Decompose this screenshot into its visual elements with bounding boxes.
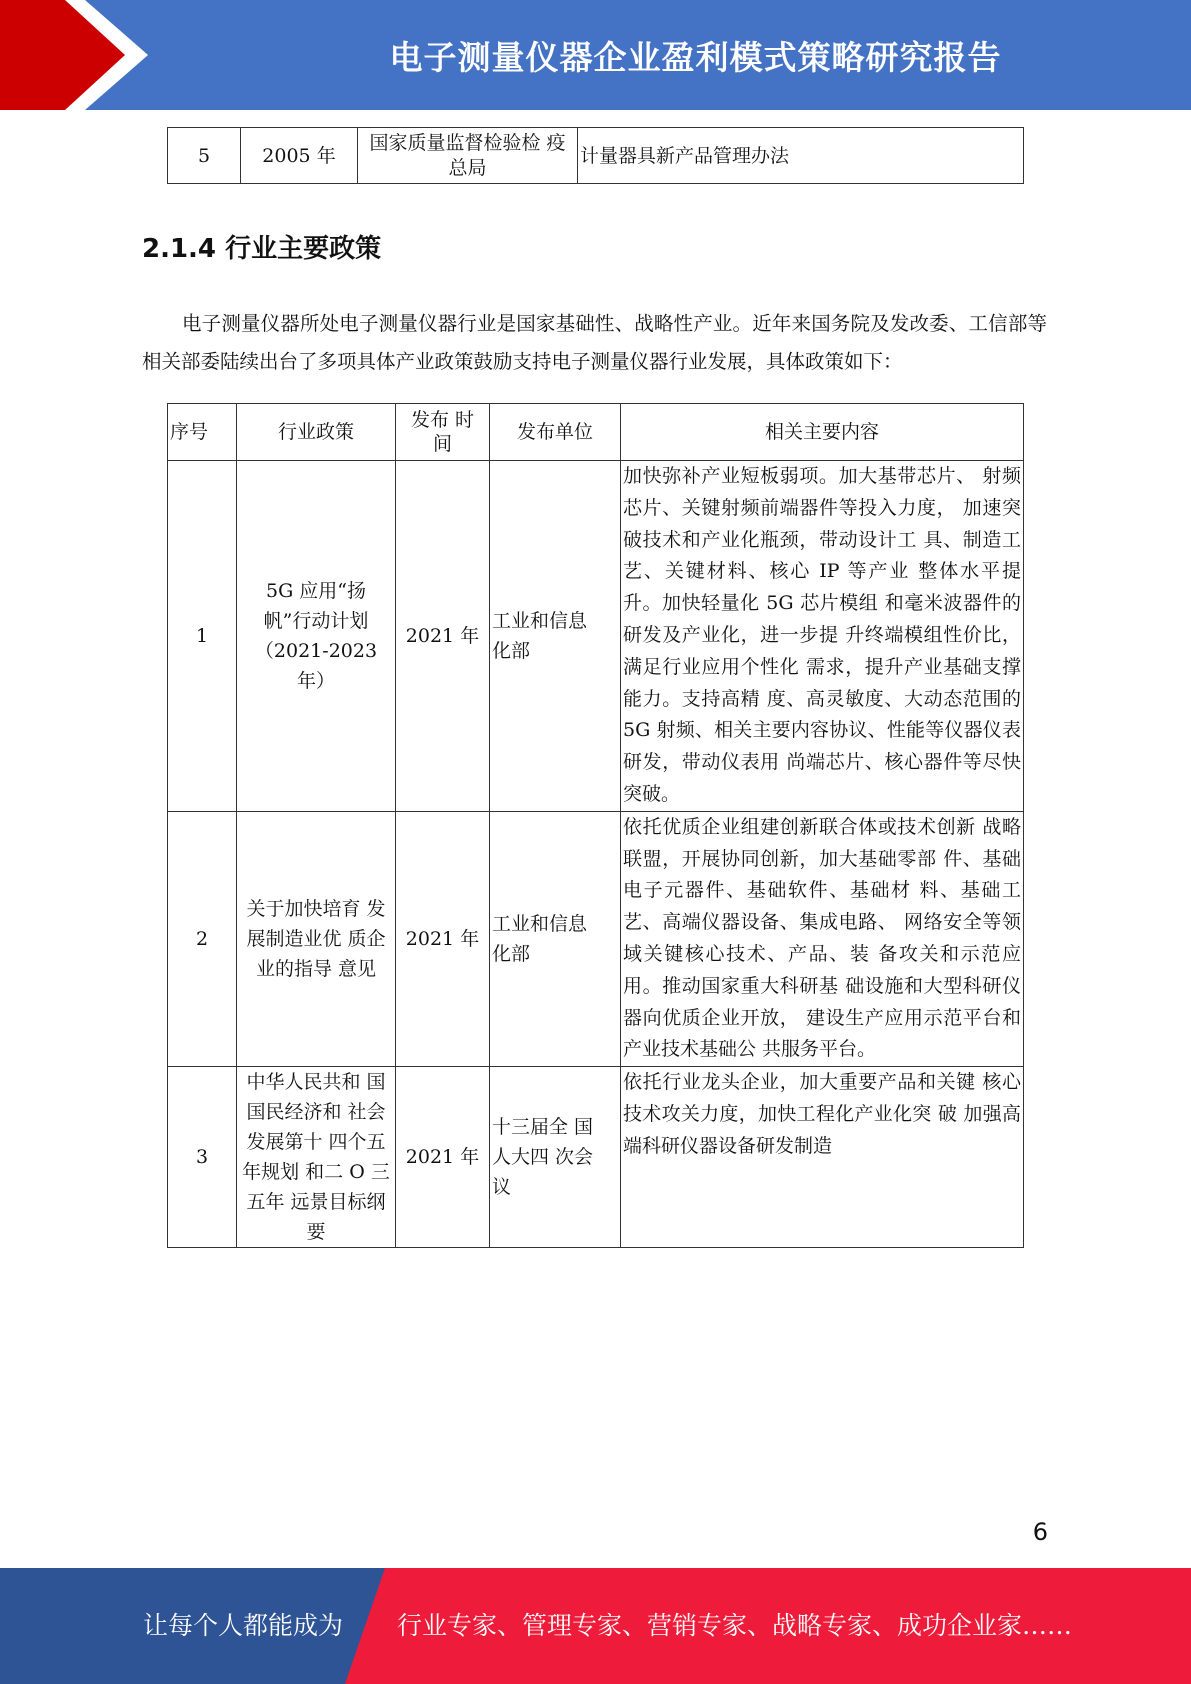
section-heading: 2.1.4 行业主要政策: [142, 234, 382, 264]
policy-content: 依托优质企业组建创新联合体或技术创新 战略联盟，开展协同创新，加大基础零部 件、基础电子元器件、基础软件、基础材 料、基础工艺、高端仪器设备、集成电路、 网络安全等领域关键核心技术、产品、装 备攻关和示范应用。推动国家重大科研基 础设施和大型科研仪器向优质企业开放， 建设生产应用示范平台和产业技术基础公 共服务平台。: [621, 811, 1024, 1066]
table-cell: 5: [168, 128, 241, 184]
column-header: 相关主要内容: [621, 404, 1024, 461]
table-cell: 计量器具新产品管理办法: [578, 128, 1024, 184]
table-row: [168, 1067, 1024, 1248]
policy-name: 5G 应用“扬帆”行动计划（2021-2023 年）: [237, 461, 396, 812]
page-header: [0, 0, 1191, 110]
continued-table: [167, 127, 1024, 184]
policy-name: 中华人民共和 国国民经济和 社会发展第十 四个五年规划 和二 O 三五年 远景目标纲要: [237, 1067, 396, 1248]
report-title: 电子测量仪器企业盈利模式策略研究报告: [389, 37, 1002, 77]
policy-unit: 十三届全 国人大四 次会议: [490, 1067, 621, 1248]
table-row: [168, 128, 1024, 184]
policy-name: 关于加快培育 发展制造业优 质企业的指导 意见: [237, 811, 396, 1066]
policy-unit: 工业和信息化部: [490, 461, 621, 812]
table-row: [168, 461, 1024, 812]
column-header: 行业政策: [237, 404, 396, 461]
policy-content: 加快弥补产业短板弱项。加大基带芯片、 射频芯片、关键射频前端器件等投入力度， 加速突破技术和产业化瓶颈，带动设计工 具、制造工艺、关键材料、核心 IP 等产业 整体水平提升。加快轻量化 5G 芯片模组 和毫米波器件的研发及产业化，进一步提 升终端模组性价比，满足行业应用个性化 需求，提升产业基础支撑能力。支持高精 度、高灵敏度、大动态范围的 5G 射频、相关主要内容协议、性能等仪器仪表研发，带动仪表用 尚端芯片、核心器件等尽快突破。: [621, 461, 1024, 812]
row-number: 2: [168, 811, 237, 1066]
policy-year: 2021 年: [396, 1067, 490, 1248]
policy-table: [167, 403, 1024, 1248]
page-footer: [0, 1568, 1191, 1684]
table-row: [168, 811, 1024, 1066]
table-header-row: [168, 404, 1024, 461]
footer-slogan-left: 让每个人都能成为: [143, 1611, 344, 1640]
header-arrow-decoration: [0, 0, 160, 110]
page-number: 6: [1032, 1518, 1048, 1546]
policy-unit: 工业和信息化部: [490, 811, 621, 1066]
column-header: 序号: [168, 404, 237, 461]
column-header: 发布 时间: [396, 404, 490, 461]
column-header: 发布单位: [490, 404, 621, 461]
section-paragraph: 电子测量仪器所处电子测量仪器行业是国家基础性、战略性产业。近年来国务院及发改委、工信部等相关部委陆续出台了多项具体产业政策鼓励支持电子测量仪器行业发展，具体政策如下：: [142, 312, 1047, 373]
footer-slogan-right: 行业专家、管理专家、营销专家、战略专家、成功企业家……: [397, 1611, 1073, 1640]
row-number: 3: [168, 1067, 237, 1248]
table-cell: 2005 年: [241, 128, 358, 184]
table-cell: 国家质量监督检验检 疫总局: [358, 128, 578, 184]
policy-year: 2021 年: [396, 461, 490, 812]
policy-content: 依托行业龙头企业，加大重要产品和关键 核心技术攻关力度，加快工程化产业化突 破 加强高端科研仪器设备研发制造: [621, 1067, 1024, 1248]
policy-year: 2021 年: [396, 811, 490, 1066]
row-number: 1: [168, 461, 237, 812]
